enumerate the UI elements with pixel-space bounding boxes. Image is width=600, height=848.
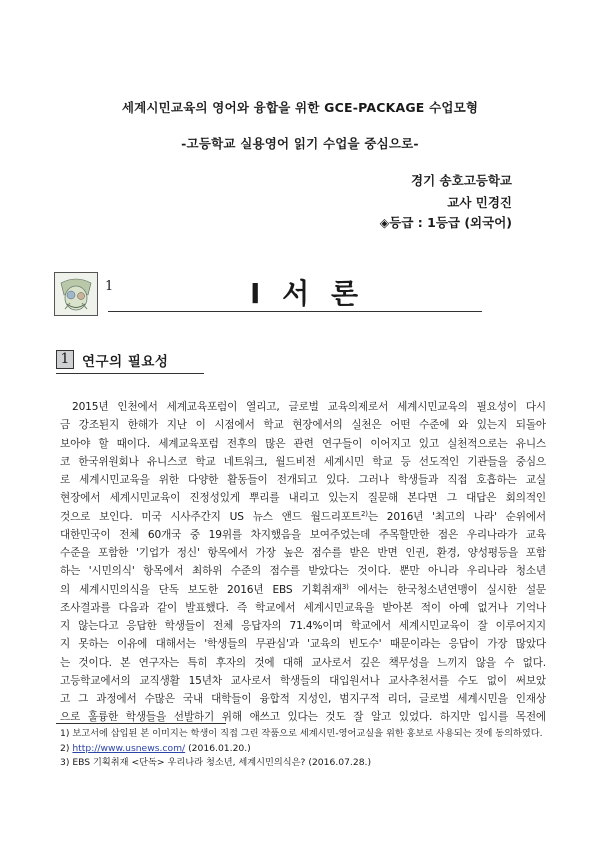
body-line: 는 것이다. 본 연구자는 특히 후자의 것에 대해 교사로서 깊은 책무성을 느끼지 않을 수 없다. — [60, 656, 546, 669]
body-line-text: 에서는 한국청소년연맹이 실시한 설문 — [348, 583, 546, 596]
footnote-text: EBS 기획취재 <단독> 우리나라 청소년, 세계시민의식은? (2016.07.28.) — [72, 757, 372, 768]
body-line-text: 의 세계시민의식을 단독 보도한 2016년 EBS 기획취재 — [60, 583, 342, 596]
footnote-item — [60, 742, 560, 757]
chapter-number: 1 — [105, 279, 114, 294]
body-line: 하는 '시민의식' 항목에서 최하위 수준의 점수를 받았다는 것이다. 뿐만 아니라 우리나라 청소년 — [60, 565, 546, 578]
author-grade: ◈등급 : 1등급 (외국어) — [379, 215, 512, 230]
section-underline — [56, 373, 204, 374]
footnote-item — [60, 727, 560, 742]
school-emblem-icon — [54, 272, 98, 316]
footnote-ref[interactable]: 2) — [361, 509, 368, 518]
footnote-divider — [56, 723, 226, 724]
body-line: 지 않는다고 응답한 학생들이 전체 응답자의 71.4%이며 학교에서 세계시민교육이 잘 이루어지지 — [60, 620, 546, 632]
footnote-number: 1) — [60, 728, 70, 739]
chapter-title: Ⅰ 서 론 — [250, 277, 365, 310]
body-line: 현장에서 세계시민교육이 진정성있게 뿌리를 내리고 있는지 질문해 본다면 그 대답은 회의적인 — [60, 492, 546, 505]
footnote-text: (2016.01.20.) — [185, 742, 251, 754]
body-line — [60, 581, 546, 599]
body-line: 금 강조된지 한해가 지난 이 시점에서 학교 현장에서의 실천은 어떤 수준에 와 있는지 되돌아 — [60, 419, 546, 432]
author-teacher: 교사 민경진 — [447, 195, 512, 210]
section-title: 연구의 필요성 — [82, 354, 169, 370]
body-line-text: 것으로 보인다. 미국 시사주간지 US 뉴스 앤드 월드리포트 — [60, 510, 361, 523]
document-subtitle: -고등학교 실용영어 읽기 수업을 중심으로- — [181, 136, 419, 151]
body-line: 보아야 할 때이다. 세계교육포럼 전후의 많은 관련 연구들이 이어지고 있고 실천적으로는 유니스 — [60, 437, 546, 450]
footnote-number: 3) — [60, 757, 70, 768]
body-line: 2015년 인천에서 세계교육포럼이 열리고, 글로벌 교육의제로서 세계시민교육의 필요성이 다시 — [72, 401, 546, 413]
footnote-text: 보고서에 삽입된 본 이미지는 학생이 직접 그린 작품으로 세계시민-영어교실을 위한 홍보로 사용되는 것에 동의하였다. — [72, 728, 543, 739]
footnote-ref[interactable]: 3) — [341, 582, 349, 591]
footnote-number: 2) — [60, 742, 70, 754]
body-line: 지 못하는 이유에 대해서는 '학생들의 무관심'과 '교육의 빈도수' 때문이라는 응답이 가장 많았다 — [60, 638, 546, 651]
section-number-badge: 1 — [56, 350, 74, 369]
body-text — [60, 398, 546, 727]
footnote-item — [60, 756, 560, 771]
author-school: 경기 송호고등학교 — [411, 173, 512, 188]
body-line: 수준을 포함한 '기업가 정신' 항목에서 가장 높은 점수를 받은 반면 인권, 환경, 양성평등을 포함 — [60, 547, 546, 559]
footnotes — [60, 727, 560, 771]
body-line — [60, 508, 546, 526]
body-line: 로 세계시민교육을 위한 다양한 활동들이 전개되고 있다. 그러나 학생들과 직접 호흡하는 교실 — [60, 474, 546, 486]
body-line: 으로 훌륭한 학생들을 선발하기 위해 애쓰고 있다는 것도 잘 알고 있었다. 하지만 입시를 목전에 — [60, 711, 546, 724]
body-line: 조사결과를 다음과 같이 발표했다. 즉 학교에서 세계시민교육을 받아본 적이 아예 없거나 기억나 — [60, 601, 546, 614]
chapter-underline — [108, 311, 482, 312]
body-line: 대한민국이 전체 60개국 중 19위를 차지했음을 보여주었는데 주목할만한 점은 우리나라가 교육 — [60, 528, 546, 541]
document-title: 세계시민교육의 영어와 융합을 위한 GCE-PACKAGE 수업모형 — [121, 100, 479, 115]
body-line: 코 한국위원회나 유니스코 학교 네트워크, 월드비전 세계시민 학교 등 선도적인 기관들을 중심으 — [60, 455, 546, 468]
footnote-link[interactable]: http://www.usnews.com/ — [72, 742, 186, 754]
body-line: 고 그 과정에서 수많은 국내 대학들이 융합적 지성인, 범지구적 리더, 글로벌 세계시민을 인재상 — [60, 693, 546, 705]
body-line: 고등학교에서의 교직생활 15년차 교사로서 학생들의 대입원서나 교사추천서를 수도 없이 써보았 — [60, 674, 546, 687]
body-line-text: 는 2016년 '최고의 나라' 순위에서 — [367, 510, 546, 523]
